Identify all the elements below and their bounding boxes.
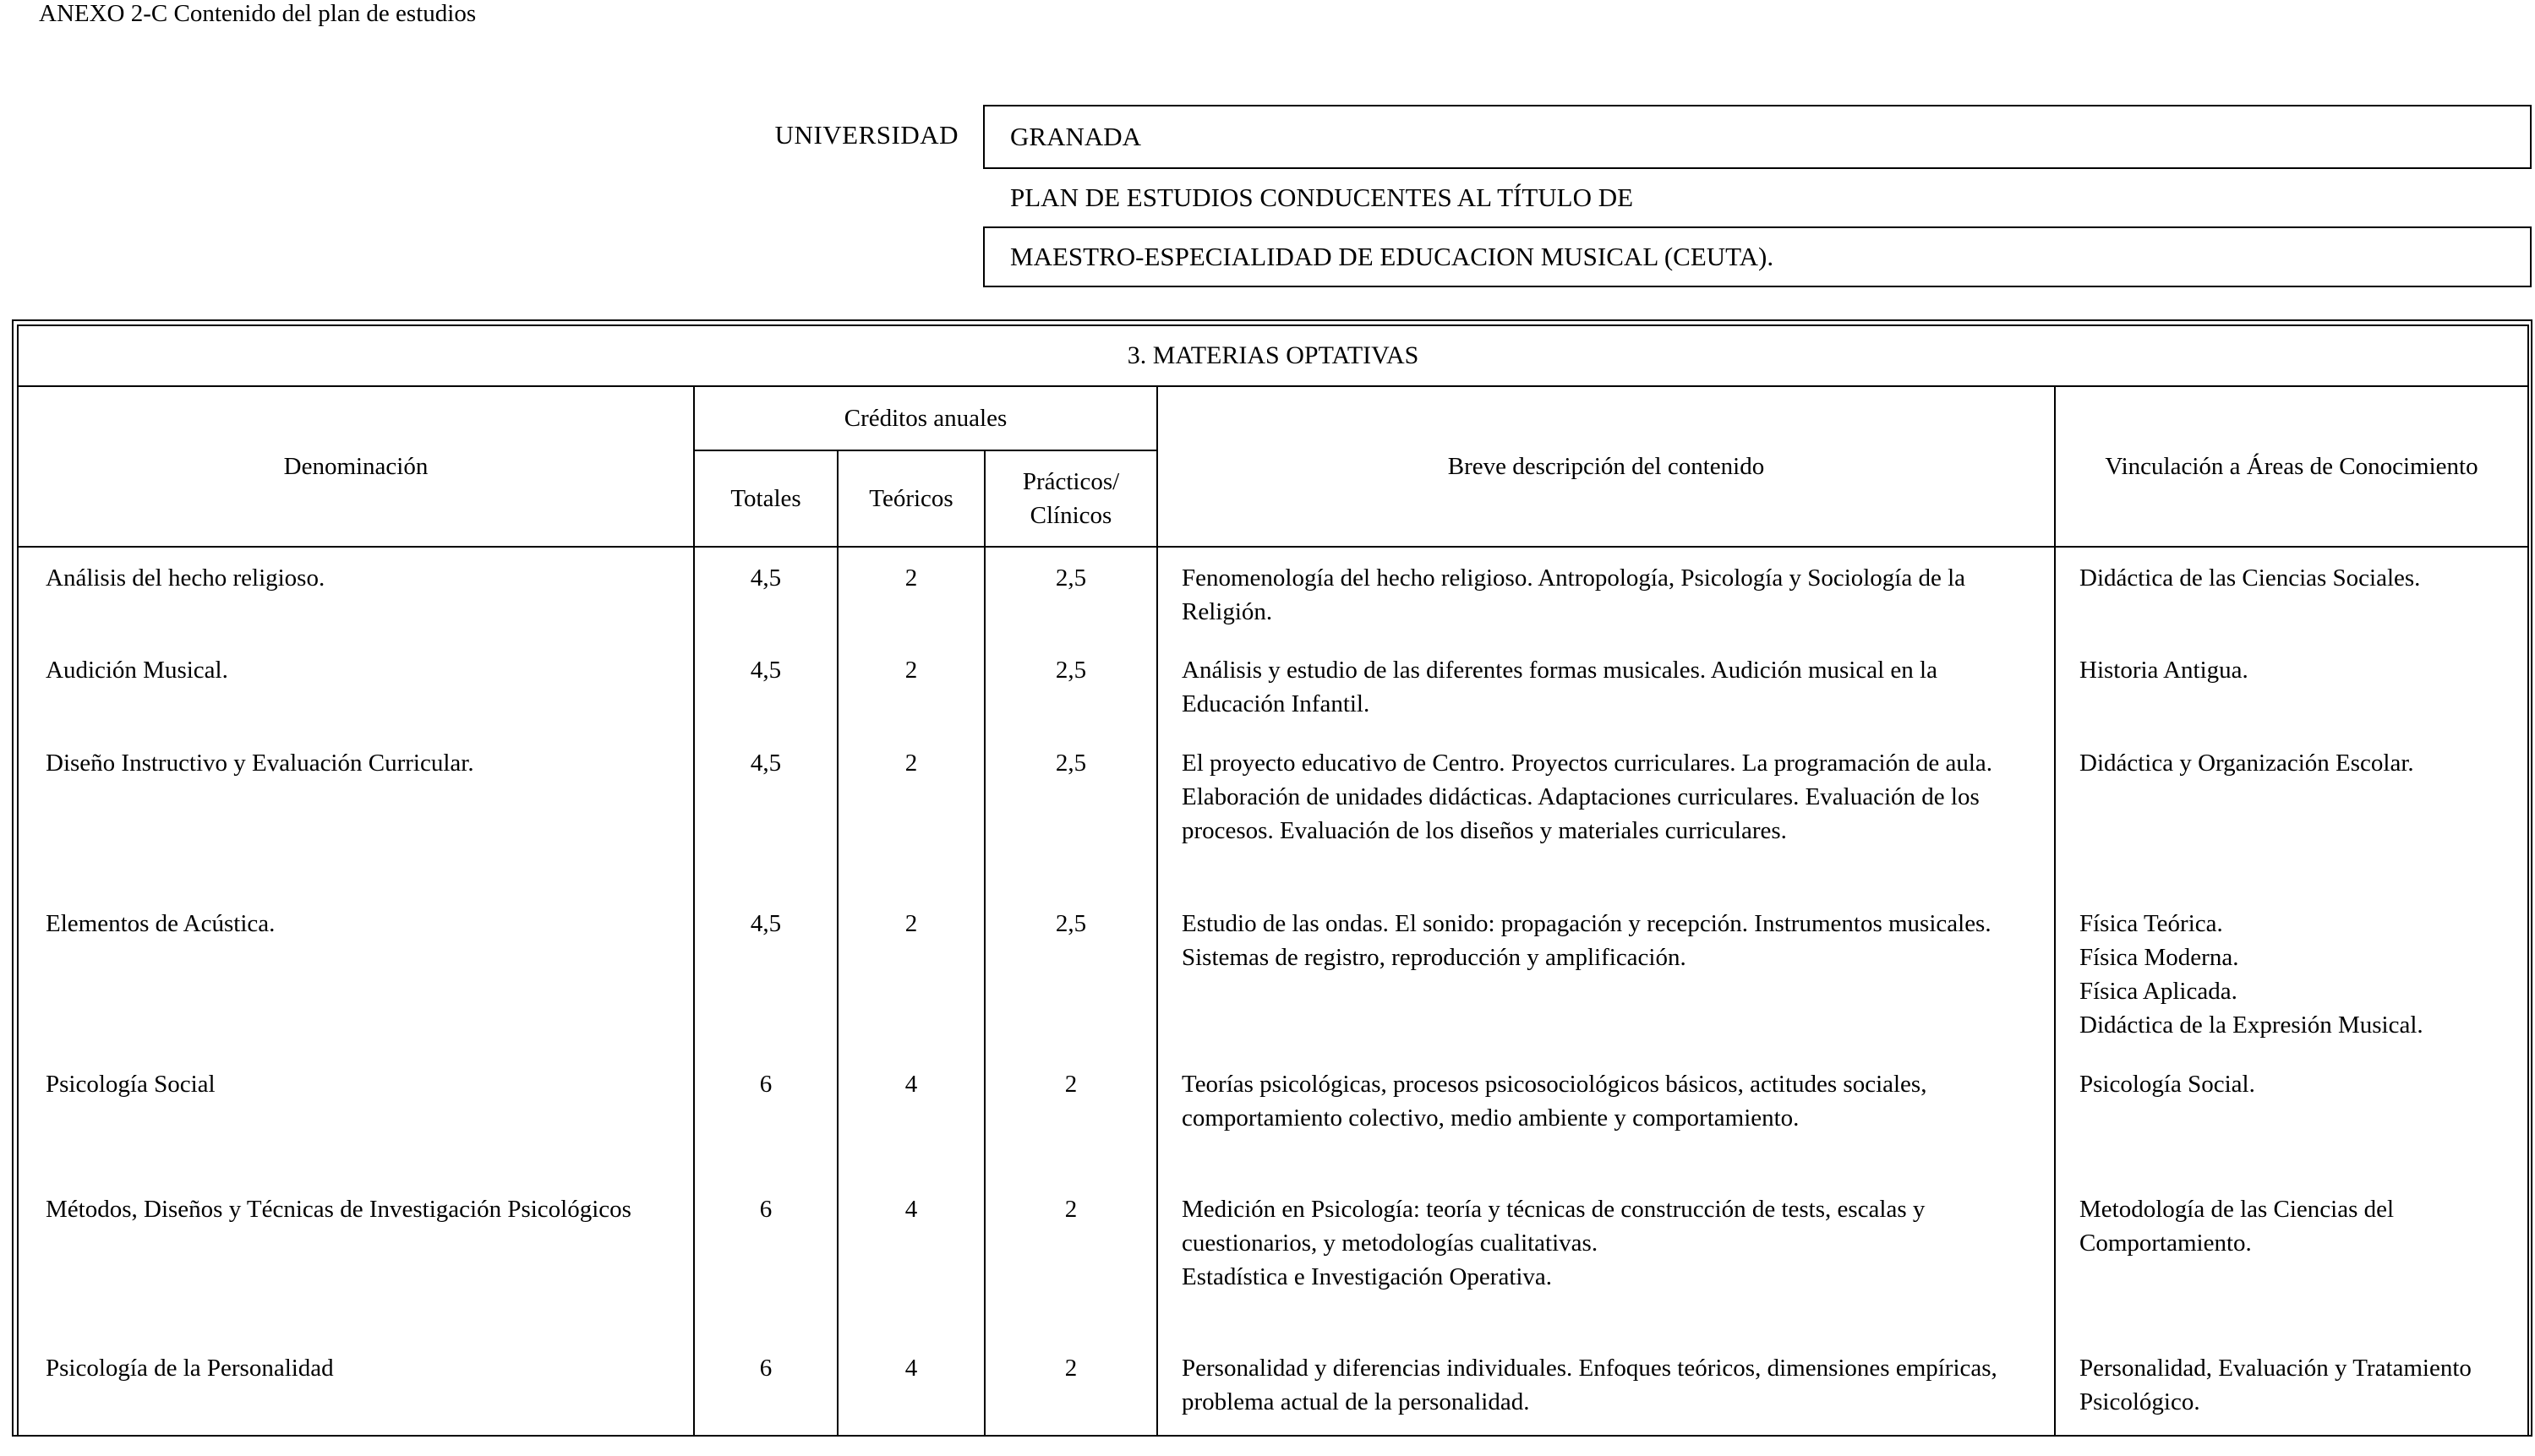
totales-cell: 4,5: [694, 547, 838, 640]
area-item: Didáctica de las Ciencias Sociales.: [2079, 564, 2421, 592]
teoricos-cell: 2: [838, 640, 985, 733]
totales-cell: 6: [694, 1054, 838, 1179]
area-item: Psicología Social.: [2079, 1071, 2255, 1098]
denominacion-cell: Psicología Social: [18, 1054, 694, 1179]
universidad-value: GRANADA: [1010, 122, 1141, 151]
vinculacion-cell: [2055, 640, 2528, 733]
area-item: Didáctica y Organización Escolar.: [2079, 750, 2414, 777]
table-row: [18, 640, 2528, 733]
totales-cell: 4,5: [694, 733, 838, 893]
descripcion-cell: El proyecto educativo de Centro. Proyectos curriculares. La programación de aula. Elaboración de unidades didácticas. Adaptaciones curriculares. Evaluación de los procesos. Evaluación de los diseños y materiales curriculares.: [1157, 733, 2055, 893]
descripcion-cell: Análisis y estudio de las diferentes formas musicales. Audición musical en la Educación Infantil.: [1157, 640, 2055, 733]
area-item: Metodología de las Ciencias del Comportamiento.: [2079, 1196, 2395, 1257]
col-header-practicos: Prácticos/ Clínicos: [985, 450, 1157, 547]
descripcion-cell: Medición en Psicología: teoría y técnicas de construcción de tests, escalas y cuestionarios, y metodologías cualitativas. Estadística e Investigación Operativa.: [1157, 1179, 2055, 1338]
denominacion-cell: Diseño Instructivo y Evaluación Curricular.: [18, 733, 694, 893]
col-header-vinculacion: Vinculación a Áreas de Conocimiento: [2055, 386, 2528, 547]
materias-table-frame: [12, 319, 2532, 1437]
col-header-teoricos: Teóricos: [838, 450, 985, 547]
vinculacion-cell: [2055, 733, 2528, 893]
teoricos-cell: 4: [838, 1338, 985, 1436]
table-row: [18, 733, 2528, 893]
teoricos-cell: 2: [838, 893, 985, 1054]
area-item: Personalidad, Evaluación y Tratamiento Psicológico.: [2079, 1355, 2472, 1415]
area-item: Física Moderna.: [2079, 944, 2239, 971]
area-item: Física Aplicada.: [2079, 978, 2237, 1005]
titulo-value: MAESTRO-ESPECIALIDAD DE EDUCACION MUSICAL (CEUTA).: [1010, 242, 1774, 271]
vinculacion-cell: [2055, 893, 2528, 1054]
teoricos-cell: 4: [838, 1054, 985, 1179]
area-item: Historia Antigua.: [2079, 657, 2248, 684]
totales-cell: 4,5: [694, 640, 838, 733]
descripcion-cell: Personalidad y diferencias individuales. Enfoques teóricos, dimensiones empíricas, problema actual de la personalidad.: [1157, 1338, 2055, 1436]
practicos-cell: 2,5: [985, 733, 1157, 893]
denominacion-cell: Métodos, Diseños y Técnicas de Investigación Psicológicos: [18, 1179, 694, 1338]
annex-heading: ANEXO 2-C Contenido del plan de estudios: [39, 0, 477, 27]
totales-cell: 6: [694, 1338, 838, 1436]
practicos-cell: 2,5: [985, 547, 1157, 640]
area-item: Didáctica de la Expresión Musical.: [2079, 1012, 2423, 1039]
table-title: 3. MATERIAS OPTATIVAS: [18, 325, 2528, 386]
area-item: Física Teórica.: [2079, 910, 2223, 937]
denominacion-cell: Análisis del hecho religioso.: [18, 547, 694, 640]
denominacion-cell: Audición Musical.: [18, 640, 694, 733]
vinculacion-cell: [2055, 1338, 2528, 1436]
table-row: [18, 893, 2528, 1054]
practicos-cell: 2,5: [985, 893, 1157, 1054]
col-header-descripcion: Breve descripción del contenido: [1157, 386, 2055, 547]
descripcion-cell: Fenomenología del hecho religioso. Antropología, Psicología y Sociología de la Religión.: [1157, 547, 2055, 640]
titulo-box: [983, 226, 2532, 287]
col-header-creditos: Créditos anuales: [694, 386, 1157, 450]
practicos-cell: 2: [985, 1179, 1157, 1338]
denominacion-cell: Elementos de Acústica.: [18, 893, 694, 1054]
totales-cell: 4,5: [694, 893, 838, 1054]
denominacion-cell: Psicología de la Personalidad: [18, 1338, 694, 1436]
descripcion-cell: Estudio de las ondas. El sonido: propagación y recepción. Instrumentos musicales. Sistemas de registro, reproducción y amplificación.: [1157, 893, 2055, 1054]
universidad-box: [983, 105, 2532, 169]
col-header-denominacion: Denominación: [18, 386, 694, 547]
totales-cell: 6: [694, 1179, 838, 1338]
descripcion-cell: Teorías psicológicas, procesos psicosociológicos básicos, actitudes sociales, comportamiento colectivo, medio ambiente y comportamiento.: [1157, 1054, 2055, 1179]
vinculacion-cell: [2055, 1179, 2528, 1338]
table-row: [18, 1179, 2528, 1338]
vinculacion-cell: [2055, 1054, 2528, 1179]
teoricos-cell: 4: [838, 1179, 985, 1338]
practicos-cell: 2: [985, 1054, 1157, 1179]
plan-label: PLAN DE ESTUDIOS CONDUCENTES AL TÍTULO DE: [1010, 183, 1634, 212]
materias-optativas-table: [17, 324, 2529, 1437]
table-body: [18, 547, 2528, 1436]
col-header-totales: Totales: [694, 450, 838, 547]
practicos-cell: 2: [985, 1338, 1157, 1436]
teoricos-cell: 2: [838, 547, 985, 640]
vinculacion-cell: [2055, 547, 2528, 640]
teoricos-cell: 2: [838, 733, 985, 893]
table-row: [18, 1338, 2528, 1436]
universidad-label: UNIVERSIDAD: [774, 120, 959, 150]
practicos-cell: 2,5: [985, 640, 1157, 733]
table-row: [18, 1054, 2528, 1179]
table-row: [18, 547, 2528, 640]
